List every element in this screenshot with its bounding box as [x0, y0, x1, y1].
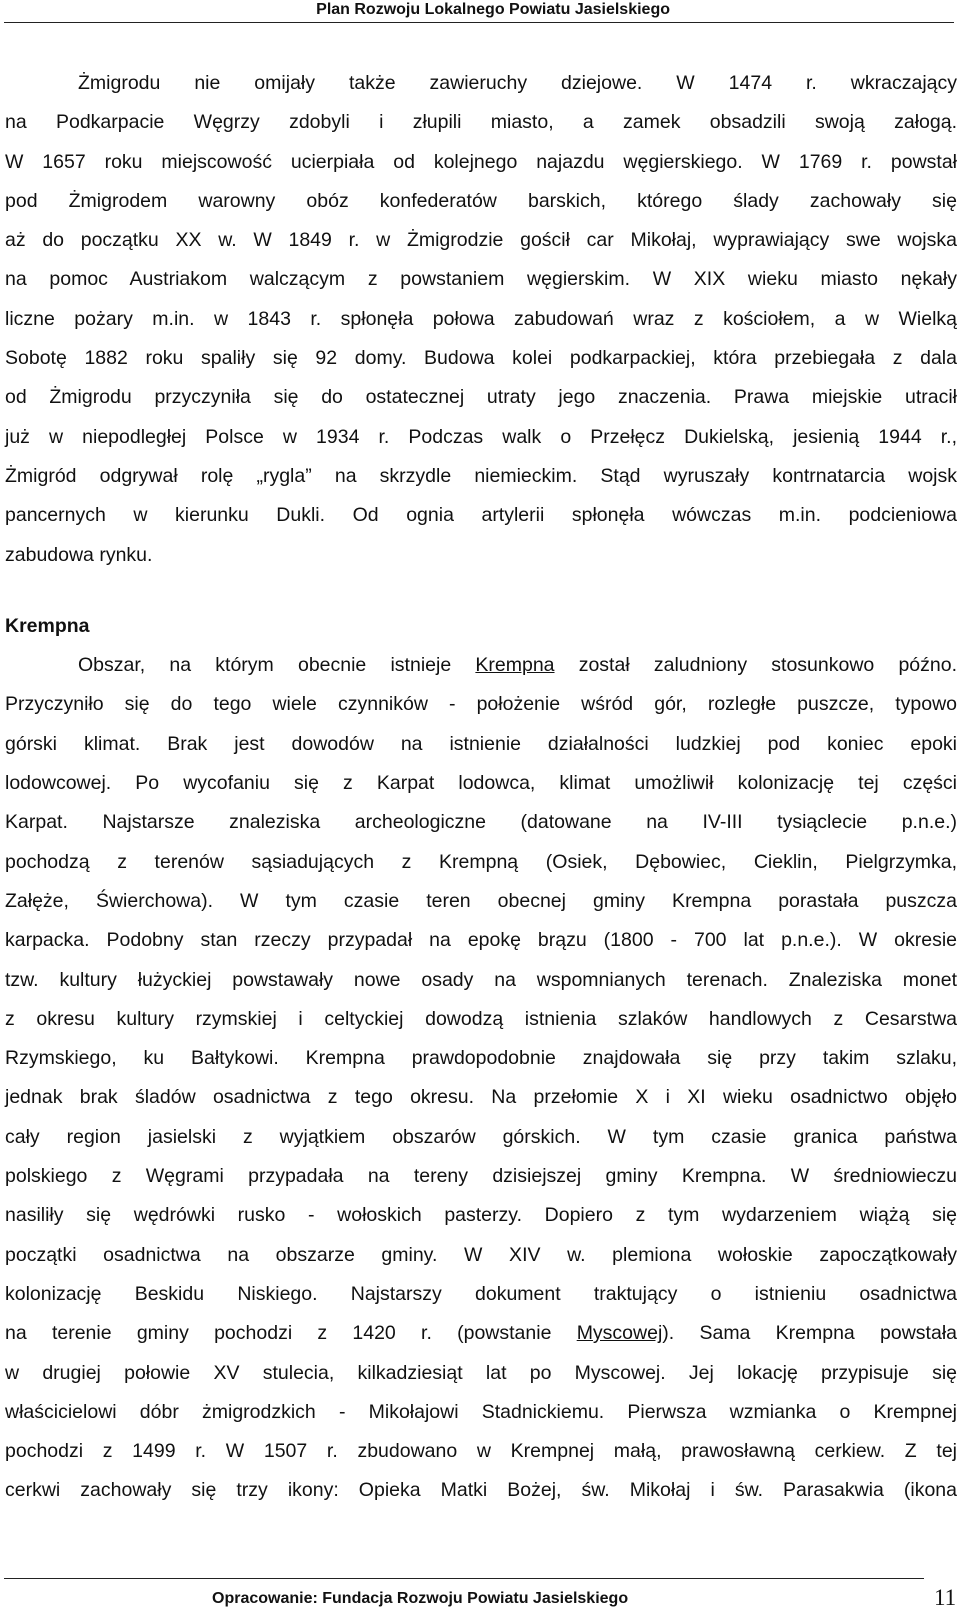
text-line: Karpat. Najstarsze znaleziska archeologiczne (datowane na IV-III tysiąclecie p.n.e.) [5, 811, 957, 834]
page-header [0, 0, 960, 22]
text-line: lodowcowej. Po wycofaniu się z Karpat lodowca, klimat umożliwił kolonizację tej części [5, 772, 957, 795]
text-line: Rzymskiego, ku Bałtykowi. Krempna prawdopodobnie znajdowała się przy takim szlaku, [5, 1047, 957, 1070]
text-line: górski klimat. Brak jest dowodów na istnienie działalności ludzkiej pod koniec epoki [5, 732, 957, 755]
text-line: polskiego z Węgrami przypadała na tereny dzisiejszej gminy Krempna. W średniowieczu [5, 1165, 957, 1188]
text-line: W 1657 roku miejscowość ucierpiała od kolejnego najazdu węgierskiego. W 1769 r. powstał [5, 150, 957, 173]
paragraph-zmigrod-history [5, 64, 957, 575]
text-line: Obszar, na którym obecnie istnieje Krempna został zaludniony stosunkowo późno. [78, 654, 958, 677]
document-body [5, 64, 957, 1511]
text-line: właścicielowi dóbr żmigrodzkich - Mikołajowi Stadnickiemu. Pierwsza wzmianka o Krempnej [5, 1400, 957, 1423]
text-line: już w niepodległej Polsce w 1934 r. Podczas walk o Przełęcz Dukielską, jesienią 1944 r., [5, 425, 957, 448]
text-line: jednak brak śladów osadnictwa z tego okresu. Na przełomie X i XI wieku osadnictwo objęło [5, 1086, 957, 1109]
text-line: karpacka. Podobny stan rzeczy przypadał na epokę brązu (1800 - 700 lat p.n.e.). W okresie [5, 929, 957, 952]
text-line: w drugiej połowie XV stulecia, kilkadziesiąt lat po Myscowej. Jej lokację przypisuje się [5, 1361, 957, 1384]
paragraph-krempna-history [5, 646, 957, 1511]
header-title: Plan Rozwoju Lokalnego Powiatu Jasielskiego [316, 1, 670, 18]
page-footer [0, 1578, 960, 1617]
text-line: na Podkarpacie Węgrzy zdobyli i złupili miasto, a zamek obsadzili swoją załogą. [5, 111, 957, 134]
text-line: Załęże, Świerchowa). W tym czasie teren obecnej gminy Krempna porastała puszcza [5, 889, 957, 912]
krempna-link[interactable]: Krempna [475, 654, 555, 677]
text-line: cały region jasielski z wyjątkiem obszarów górskich. W tym czasie granica państwa [5, 1125, 957, 1148]
text-line: tzw. kultury łużyckiej powstawały nowe osady na wspomnianych terenach. Znaleziska monet [5, 968, 957, 991]
text-line: Żmigrodu nie omijały także zawieruchy dziejowe. W 1474 r. wkraczający [78, 72, 957, 94]
text-line: cerkwi zachowały się trzy ikony: Opieka Matki Bożej, św. Mikołaj i św. Parasakwia (ikona [5, 1479, 957, 1502]
text-line: Żmigród odgrywał rolę „rygla” na skrzydle niemieckim. Stąd wyruszały kontrnatarcia wojsk [5, 464, 957, 487]
text-line: kolonizację Beskidu Niskiego. Najstarszy dokument traktujący o istnieniu osadnictwa [5, 1282, 957, 1305]
myscowa-link[interactable]: Myscowej [576, 1322, 663, 1345]
page-number: 11 [934, 1585, 957, 1610]
text-line: na pomoc Austriakom walczącym z powstaniem węgierskim. W XIX wieku miasto nękały [5, 268, 957, 291]
text-line: z okresu kultury rzymskiej i celtyckiej dowodzą istnienia szlaków handlowych z Cesarstwa [5, 1007, 957, 1030]
text-line: zabudowa rynku. [5, 543, 153, 566]
footer-text: Opracowanie: Fundacja Rozwoju Powiatu Jasielskiego [212, 1590, 629, 1607]
text-line: początki osadnictwa na obszarze gminy. W XIV w. plemiona wołoskie zapoczątkowały [5, 1243, 957, 1266]
text-line: aż do początku XX w. W 1849 r. w Żmigrodzie gościł car Mikołaj, wyprawiający swe wojska [5, 229, 957, 252]
section-heading-krempna: Krempna [5, 614, 90, 637]
footer-rule [4, 1578, 924, 1579]
header-rule [4, 22, 954, 23]
text-line: od Żmigrodu przyczyniła się do ostatecznej utraty jego znaczenia. Prawa miejskie utracił [5, 386, 957, 409]
text-line: na terenie gminy pochodzi z 1420 r. (powstanie Myscowej). Sama Krempna powstała [5, 1322, 957, 1345]
text-line: pod Żmigrodem warowny obóz konfederatów barskich, którego ślady zachowały się [5, 189, 957, 212]
text-line: pochodzi z 1499 r. W 1507 r. zbudowano w Krempnej małą, prawosławną cerkiew. Z tej [5, 1440, 957, 1463]
text-line: pancernych w kierunku Dukli. Od ognia artylerii spłonęła wówczas m.in. podcieniowa [5, 504, 957, 527]
text-line: pochodzą z terenów sąsiadujących z Krempną (Osiek, Dębowiec, Cieklin, Pielgrzymka, [5, 850, 957, 873]
text-line: nasiliły się wędrówki rusko - wołoskich pasterzy. Dopiero z tym wydarzeniem wiążą się [5, 1204, 957, 1227]
text-line: Przyczyniło się do tego wiele czynników - położenie wśród gór, rozległe puszcze, typowo [5, 693, 957, 716]
text-line: Sobotę 1882 roku spaliły się 92 domy. Budowa kolei podkarpackiej, która przebiegała z dala [5, 347, 957, 370]
text-line: liczne pożary m.in. w 1843 r. spłonęła połowa zabudowań wraz z kościołem, a w Wielką [5, 307, 957, 330]
